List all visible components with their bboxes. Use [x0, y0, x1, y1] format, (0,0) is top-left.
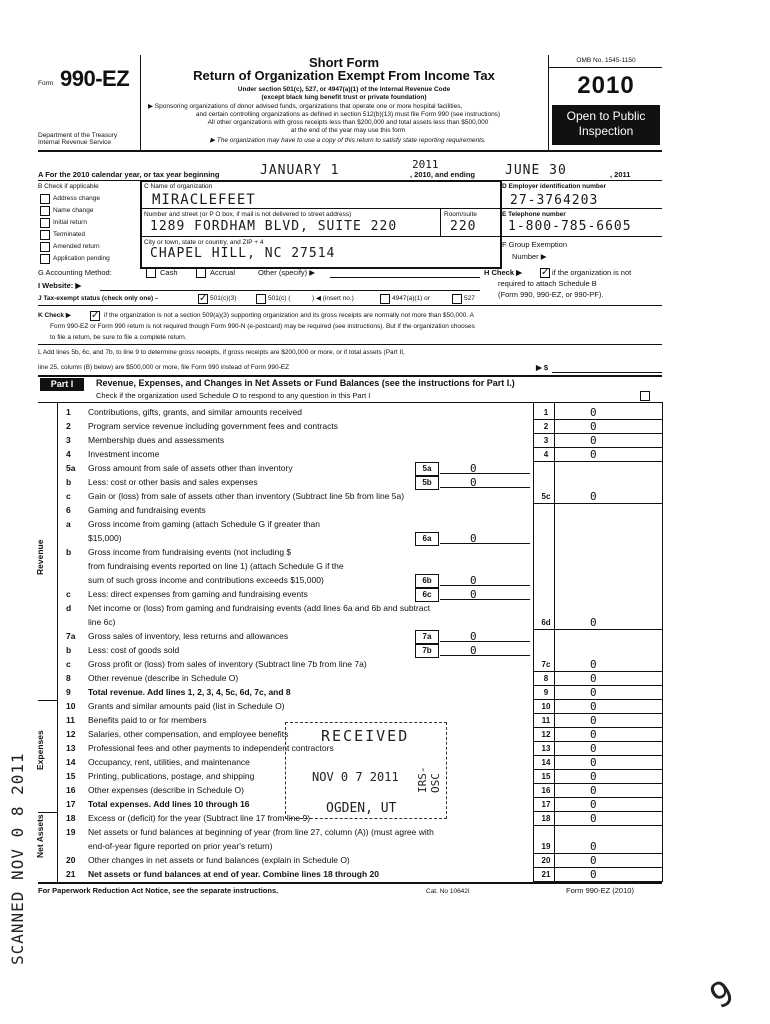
part1-line-row [40, 560, 730, 573]
handwritten-initials: 9 [703, 972, 742, 1018]
part1-line-row [40, 672, 730, 685]
section-b-checkbox[interactable] [40, 242, 50, 252]
line-description: Program service revenue including government fees and contracts [88, 421, 338, 431]
501c-label: 501(c) ( [268, 295, 291, 302]
inner-line-box: 6a [415, 532, 439, 546]
line-box-number: 11 [541, 716, 551, 725]
part1-line-row [40, 420, 730, 433]
section-b-item-label: Amended return [53, 243, 100, 250]
inner-amount-field[interactable]: 0 [440, 574, 530, 586]
4947-label: 4947(a)(1) or [392, 295, 430, 302]
cash-label: Cash [160, 268, 178, 277]
other-method-label: Other (specify) ▶ [258, 268, 316, 277]
line-number: d [66, 603, 72, 613]
line-number: 10 [66, 701, 76, 711]
line-description: Less: cost of goods sold [88, 645, 180, 655]
inner-line-box: 6c [415, 588, 439, 602]
part1-line-row [40, 826, 730, 839]
room-label: Room/suite [444, 211, 477, 218]
subtitle-1: Under section 501(c), 527, or 4947(a)(1) of the Internal Revenue Code [237, 86, 451, 93]
amount-field[interactable]: 0 [590, 812, 597, 825]
4947-checkbox[interactable] [380, 294, 390, 304]
net-assets-side-label: Net Assets [35, 814, 45, 858]
amount-field[interactable]: 0 [590, 420, 597, 433]
line-description: Occupancy, rent, utilities, and maintenance [88, 757, 250, 767]
part1-line-row [40, 490, 730, 503]
part1-line-row [40, 602, 730, 615]
line-number: 4 [66, 449, 71, 459]
line-number: 9 [66, 687, 71, 697]
line-number: 15 [66, 771, 76, 781]
group-exemption-number: Number ▶ [512, 252, 547, 261]
line-number: 8 [66, 673, 71, 683]
line-box-number: 1 [543, 408, 549, 417]
line-description: Gross amount from sale of assets other than inventory [88, 463, 293, 473]
line-description: Printing, publications, postage, and shipping [88, 771, 255, 781]
line-k-text3: to file a return, be sure to file a complete return. [50, 334, 187, 341]
subtitle-7: ▶ The organization may have to use a copy of this return to satisfy state reporting requirements. [210, 137, 486, 144]
line-number: 21 [66, 869, 76, 879]
line-k-checkbox[interactable] [90, 311, 100, 321]
501c-checkbox[interactable] [256, 294, 266, 304]
part1-line-row [40, 476, 730, 489]
line-description: Other revenue (describe in Schedule O) [88, 673, 239, 683]
inner-amount-field[interactable]: 0 [440, 630, 530, 642]
omb-number: OMB No. 1545-1150 [576, 57, 636, 64]
part1-line-row [40, 616, 730, 629]
line-k-text2: Form 990-EZ or Form 990 return is not required though Form 990-N (e-postcard) may be required (see instructions). But if the organization chooses [50, 323, 475, 330]
line-description: Investment income [88, 449, 160, 459]
inner-amount-field[interactable]: 0 [440, 588, 530, 600]
line-box-number: 20 [541, 856, 551, 865]
ein-value[interactable]: 27-3764203 [510, 193, 599, 208]
tax-year: 2010 [577, 72, 635, 99]
paperwork-notice: For Paperwork Reduction Act Notice, see the separate instructions. [38, 886, 279, 895]
part-i-tag: Part I [50, 379, 74, 389]
line-number: c [66, 589, 71, 599]
part1-line-row [40, 406, 730, 419]
line-box-number: 12 [541, 730, 551, 739]
line-a-end-year: , 2011 [610, 170, 631, 179]
part1-line-row [40, 504, 730, 517]
line-box-number: 9 [543, 688, 549, 697]
subtitle-3: ▶ Sponsoring organizations of donor advised funds, organizations that operate one or more hospital facilities, [148, 103, 463, 110]
inner-line-box: 7a [415, 630, 439, 644]
line-box-number: 16 [541, 786, 551, 795]
phone-label: E Telephone number [502, 211, 566, 218]
line-number: 5a [66, 463, 76, 473]
line-number: 7a [66, 631, 76, 641]
amount-field[interactable]: 0 [590, 756, 597, 769]
line-box-number: 4 [543, 450, 549, 459]
org-name[interactable]: MIRACLEFEET [152, 192, 256, 208]
form-title: Return of Organization Exempt From Income Tax [193, 68, 495, 83]
line-box-number: 8 [543, 674, 549, 683]
527-checkbox[interactable] [452, 294, 462, 304]
line-number: 12 [66, 729, 76, 739]
part-i-schedule-o-text: Check if the organization used Schedule O to respond to any question in this Part I [96, 391, 371, 400]
inner-line-box: 5a [415, 462, 439, 476]
amount-field[interactable]: 0 [590, 616, 597, 629]
line-number: c [66, 491, 71, 501]
line-description: Gross income from fundraising events (not including $ [88, 547, 292, 557]
irs-osc-text: IRS-OSC [416, 766, 442, 793]
ein-label: D Employer identification number [502, 183, 607, 190]
line-number: c [66, 659, 71, 669]
line-description: Salaries, other compensation, and employee benefits [88, 729, 289, 739]
line-number: 2 [66, 421, 71, 431]
part1-line-row [40, 518, 730, 531]
amount-field[interactable]: 0 [590, 840, 597, 853]
line-description: line 6c) [88, 617, 116, 627]
check-mark-icon: ✓ [91, 310, 100, 321]
section-b-label: B Check if applicable [38, 183, 99, 190]
line-description: Gross income from gaming (attach Schedule G if greater than [88, 519, 320, 529]
expenses-side-label: Expenses [35, 730, 45, 770]
street-address[interactable]: 1289 FORDHAM BLVD, SUITE 220 [150, 219, 398, 234]
line-box-number: 5c [541, 492, 551, 501]
ogden-text: OGDEN, UT [326, 801, 397, 816]
subtitle-2: (except black lung benefit trust or private foundation) [261, 94, 427, 101]
form-number: 990-EZ [60, 66, 130, 91]
open-line2: Inspection [578, 124, 634, 138]
line-number: 20 [66, 855, 76, 865]
received-stamp [285, 722, 447, 819]
line-box-number: 15 [541, 772, 551, 781]
line-h-text: if the organization is not [552, 268, 632, 277]
part1-line-row [40, 840, 730, 853]
amount-field[interactable]: 0 [590, 854, 597, 867]
line-description: from fundraising events reported on line 1) (attach Schedule G if the [88, 561, 344, 571]
check-mark-icon: ✓ [541, 267, 550, 278]
part1-line-row [40, 588, 730, 601]
part1-line-row [40, 532, 730, 545]
line-description: Other expenses (describe in Schedule O) [88, 785, 244, 795]
check-mark-icon: ✓ [199, 293, 208, 304]
line-number: a [66, 519, 71, 529]
amount-field[interactable]: 0 [590, 728, 597, 741]
dept-line2: Internal Revenue Service [38, 139, 111, 146]
amount-field[interactable]: 0 [590, 784, 597, 797]
handwritten-year: 2011 [412, 158, 439, 171]
section-b-item-label: Application pending [53, 255, 110, 262]
revenue-side-label: Revenue [35, 539, 45, 575]
line-number: 14 [66, 757, 76, 767]
amount-field[interactable]: 0 [590, 714, 597, 727]
tax-year-end[interactable]: JUNE 30 [505, 163, 567, 178]
part1-line-row [40, 658, 730, 671]
city-state-zip[interactable]: CHAPEL HILL, NC 27514 [150, 246, 336, 261]
city-label: City or town, state or country, and ZIP + 4 [144, 239, 264, 246]
short-form-label: Short Form [308, 55, 380, 70]
line-description: $15,000) [88, 533, 122, 543]
line-box-number: 14 [541, 758, 551, 767]
amount-field[interactable]: 0 [590, 658, 597, 671]
amount-field[interactable]: 0 [590, 406, 597, 419]
received-date: NOV 0 7 2011 [312, 770, 399, 784]
line-h-text3: (Form 990, 990-EZ, or 990-PF). [498, 290, 604, 299]
accounting-method-label: G Accounting Method: [38, 268, 112, 277]
line-box-number: 21 [541, 870, 551, 879]
part1-line-row [40, 462, 730, 475]
part1-line-row [40, 700, 730, 713]
line-description: Net assets or fund balances at beginning of year (from line 27, column (A)) (must agree with [88, 827, 434, 837]
line-number: 3 [66, 435, 71, 445]
part1-line-row [40, 448, 730, 461]
line-description: Contributions, gifts, grants, and similar amounts received [88, 407, 303, 417]
form-label: Form [38, 80, 54, 87]
subtitle-5: All other organizations with gross receipts less than $200,000 and total assets less than $500,000 [207, 119, 489, 126]
line-a-mid: , 2010, and ending [410, 170, 476, 179]
line-description: Other changes in net assets or fund balances (explain in Schedule O) [88, 855, 350, 865]
line-h-check: H Check ▶ [484, 268, 522, 277]
501c3-label: 501(c)(3) [210, 295, 237, 302]
line-number: 1 [66, 407, 71, 417]
line-description: Excess or (deficit) for the year (Subtract line 17 from line 9) [88, 813, 311, 823]
group-exemption-label: F Group Exemption [502, 240, 568, 249]
line-description: Less: cost or other basis and sales expenses [88, 477, 258, 487]
part1-line-row [40, 868, 730, 881]
section-b-checkbox[interactable] [40, 254, 50, 264]
line-number: b [66, 477, 72, 487]
section-b-checkbox[interactable] [40, 230, 50, 240]
line-description: Benefits paid to or for members [88, 715, 207, 725]
inner-amount-field[interactable]: 0 [440, 644, 530, 656]
section-b-checkbox[interactable] [40, 206, 50, 216]
line-description: Total expenses. Add lines 10 through 16 [88, 799, 250, 809]
part-i-title: Revenue, Expenses, and Changes in Net Assets or Fund Balances (see the instructions for Part I.) [96, 378, 515, 388]
line-number: 11 [66, 715, 75, 725]
amount-field[interactable]: 0 [590, 672, 597, 685]
line-number: b [66, 645, 72, 655]
amount-field[interactable]: 0 [590, 798, 597, 811]
amount-field[interactable]: 0 [590, 700, 597, 713]
scanned-stamp: SCANNED NOV 0 8 2011 [8, 752, 27, 965]
line-l-text2: line 25, column (B) below) are $500,000 or more, file Form 990 instead of Form 990-EZ [38, 364, 290, 371]
accrual-checkbox[interactable] [196, 268, 206, 278]
line-description: Professional fees and other payments to independent contractors [88, 743, 334, 753]
line-number: 18 [66, 813, 76, 823]
accrual-label: Accrual [210, 268, 236, 277]
website-label: I Website: ▶ [38, 281, 82, 290]
part1-line-row [40, 574, 730, 587]
part1-line-row [40, 644, 730, 657]
inner-amount-field[interactable]: 0 [440, 476, 530, 488]
received-text: RECEIVED [321, 727, 410, 745]
cash-checkbox[interactable] [146, 268, 156, 278]
open-line1: Open to Public [566, 109, 646, 123]
amount-field[interactable]: 0 [590, 434, 597, 447]
line-description: Net income or (loss) from gaming and fundraising events (add lines 6a and 6b and subtract [88, 603, 431, 613]
section-b-item-label: Initial return [53, 219, 87, 226]
line-description: Net assets or fund balances at end of year. Combine lines 18 through 20 [88, 869, 379, 879]
line-k-text1: if the organization is not a section 509(a)(3) supporting organization and its gross receipts are normally not more than $50,000. A [104, 312, 474, 319]
line-description: Membership dues and assessments [88, 435, 225, 445]
line-box-number: 6d [541, 618, 551, 627]
line-box-number: 17 [541, 800, 551, 809]
line-description: Gain or (loss) from sale of assets other than inventory (Subtract line 5b from line 5a) [88, 491, 405, 501]
inner-amount-field[interactable]: 0 [440, 532, 530, 544]
street-label: Number and street (or P O box, if mail is not delivered to street address) [144, 211, 352, 218]
subtitle-6: at the end of the year may use this form [290, 127, 406, 134]
527-label: 527 [464, 295, 475, 302]
section-b-checkbox[interactable] [40, 218, 50, 228]
subtitle-4: and certain controlling organizations as defined in section 512(b)(13) must file Form 990 (see instructions) [195, 111, 501, 118]
line-h-text2: required to attach Schedule B [498, 279, 597, 288]
amount-field[interactable]: 0 [590, 448, 597, 461]
schedule-b-checkbox[interactable] [540, 268, 550, 278]
line-box-number: 10 [541, 702, 551, 711]
line-number: 13 [66, 743, 76, 753]
amount-field[interactable]: 0 [590, 868, 597, 881]
line-number: 17 [66, 799, 76, 809]
line-box-number: 2 [543, 422, 549, 431]
line-number: 6 [66, 505, 71, 515]
line-description: Grants and similar amounts paid (list in Schedule O) [88, 701, 285, 711]
footer-form-label: Form 990-EZ (2010) [566, 886, 634, 895]
catalog-number: Cat. No 10642I [426, 888, 470, 895]
inner-line-box: 7b [415, 644, 439, 658]
amount-field[interactable]: 0 [590, 742, 597, 755]
section-b-checkbox[interactable] [40, 194, 50, 204]
line-number: b [66, 547, 72, 557]
schedule-o-checkbox[interactable] [640, 391, 650, 401]
inner-line-box: 6b [415, 574, 439, 588]
line-description: Total revenue. Add lines 1, 2, 3, 4, 5c, 6d, 7c, and 8 [88, 687, 291, 697]
section-b-item-label: Name change [53, 207, 94, 214]
amount-field[interactable]: 0 [590, 490, 597, 503]
line-number: 19 [66, 827, 76, 837]
part1-line-row [40, 546, 730, 559]
part-i-tag-box [40, 378, 84, 391]
room-suite[interactable]: 220 [450, 219, 477, 234]
phone-value[interactable]: 1-800-785-6605 [508, 219, 632, 234]
line-description: sum of such gross income and contributions exceeds $15,000) [88, 575, 324, 585]
tax-year-begin[interactable]: JANUARY 1 [260, 163, 340, 178]
part1-line-row [40, 686, 730, 699]
line-l-dollar: ▶ $ [536, 363, 549, 372]
line-l-text1: L Add lines 5b, 6c, and 7b, to line 9 to determine gross receipts, if gross receipts are $200,000 or more, or if total assets (Part II, [38, 349, 405, 356]
section-b-item-label: Address change [53, 195, 100, 202]
line-a-label: A For the 2010 calendar year, or tax year beginning [38, 170, 220, 179]
line-description: Gross sales of inventory, less returns and allowances [88, 631, 289, 641]
line-box-number: 18 [541, 814, 551, 823]
part1-line-row [40, 434, 730, 447]
inner-amount-field[interactable]: 0 [440, 462, 530, 474]
org-name-label: C Name of organization [144, 183, 213, 190]
dept-line1: Department of the Treasury [38, 132, 118, 139]
insert-no-label: ) ◀ (insert no.) [312, 295, 354, 302]
line-description: Gross profit or (loss) from sales of inventory (Subtract line 7b from line 7a) [88, 659, 367, 669]
501c3-checkbox[interactable] [198, 294, 208, 304]
amount-field[interactable]: 0 [590, 770, 597, 783]
line-k-label: K Check ▶ [38, 312, 71, 319]
line-description: Gaming and fundraising events [88, 505, 206, 515]
line-box-number: 19 [541, 842, 551, 851]
tax-exempt-label: J Tax-exempt status (check only one) – [38, 295, 159, 302]
line-description: end-of-year figure reported on prior year's return) [88, 841, 273, 851]
amount-field[interactable]: 0 [590, 686, 597, 699]
part1-line-row [40, 630, 730, 643]
open-to-public-box [552, 105, 660, 145]
section-b-item-label: Terminated [53, 231, 86, 238]
line-box-number: 7c [541, 660, 551, 669]
line-number: 16 [66, 785, 76, 795]
line-box-number: 3 [543, 436, 549, 445]
part1-line-row [40, 854, 730, 867]
line-box-number: 13 [541, 744, 551, 753]
inner-line-box: 5b [415, 476, 439, 490]
line-description: Less: direct expenses from gaming and fundraising events [88, 589, 308, 599]
